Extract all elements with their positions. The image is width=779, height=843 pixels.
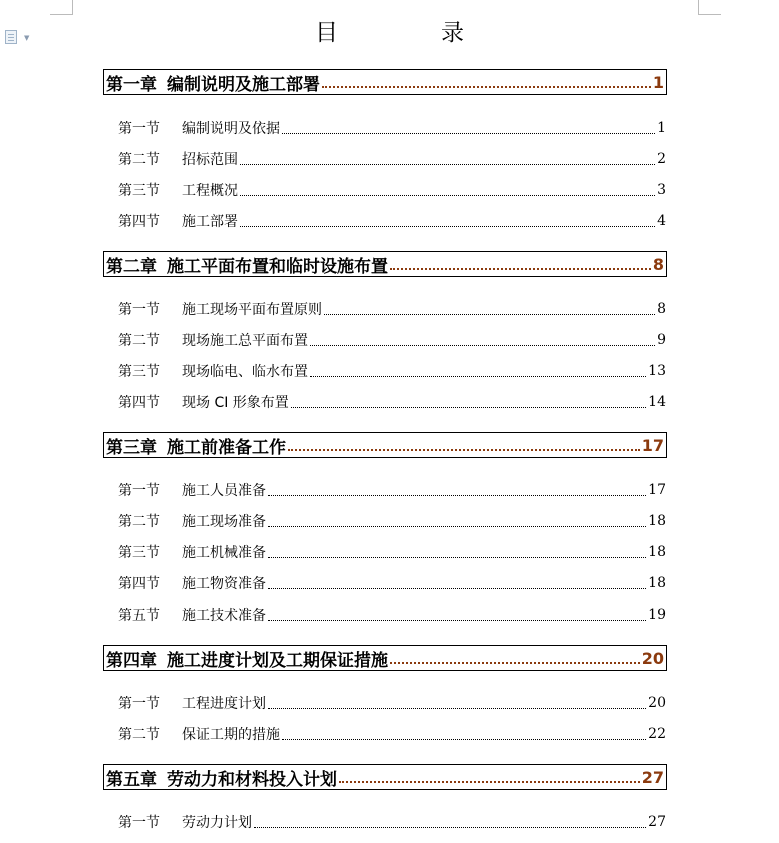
dot-leader bbox=[288, 449, 640, 451]
section-page: 22 bbox=[648, 726, 666, 742]
chapter-title: 施工平面布置和临时设施布置 bbox=[167, 256, 388, 277]
section-page: 18 bbox=[648, 575, 666, 591]
section-page: 18 bbox=[648, 513, 666, 529]
section-page: 13 bbox=[648, 363, 666, 379]
crop-mark-top-left bbox=[50, 0, 73, 15]
chapter-title: 编制说明及施工部署 bbox=[167, 74, 320, 95]
section-title: 现场临电、临水布置 bbox=[182, 364, 308, 380]
chapter-number: 第二章 bbox=[106, 256, 157, 277]
chapter-page: 8 bbox=[652, 254, 664, 274]
section-number: 第一节 bbox=[118, 302, 160, 318]
section-title: 工程概况 bbox=[182, 183, 238, 199]
chapter-number: 第四章 bbox=[106, 650, 157, 671]
section-number: 第一节 bbox=[118, 696, 160, 712]
dot-leader bbox=[310, 376, 646, 377]
section-number: 第二节 bbox=[118, 333, 160, 349]
section-number: 第三节 bbox=[118, 183, 160, 199]
section-page: 19 bbox=[648, 607, 666, 623]
section-number: 第四节 bbox=[118, 214, 160, 230]
dot-leader bbox=[268, 557, 646, 558]
section-title: 招标范围 bbox=[182, 152, 238, 168]
section-title: 施工现场平面布置原则 bbox=[182, 302, 322, 318]
toc-chapter[interactable] bbox=[103, 69, 667, 95]
section-title: 工程进度计划 bbox=[182, 696, 266, 712]
toc-chapter[interactable] bbox=[103, 432, 667, 458]
crop-mark-top-right bbox=[698, 0, 721, 15]
toc-section[interactable] bbox=[118, 542, 666, 562]
section-number: 第一节 bbox=[118, 483, 160, 499]
toc-chapter[interactable] bbox=[103, 645, 667, 671]
chapter-page: 27 bbox=[641, 767, 664, 787]
toc-section[interactable] bbox=[118, 330, 666, 350]
dot-leader bbox=[291, 407, 646, 408]
chapter-title: 施工前准备工作 bbox=[167, 437, 286, 458]
section-number: 第一节 bbox=[118, 815, 160, 831]
dot-leader bbox=[268, 526, 646, 527]
section-page: 14 bbox=[648, 394, 666, 410]
section-number: 第四节 bbox=[118, 576, 160, 592]
chapter-page: 20 bbox=[641, 648, 664, 668]
section-page: 18 bbox=[648, 544, 666, 560]
section-page: 3 bbox=[657, 182, 666, 198]
section-title: 现场施工总平面布置 bbox=[182, 333, 308, 349]
section-number: 第二节 bbox=[118, 514, 160, 530]
section-number: 第四节 bbox=[118, 395, 160, 411]
dot-leader bbox=[322, 86, 651, 88]
section-page: 9 bbox=[657, 332, 666, 348]
toc-section[interactable] bbox=[118, 118, 666, 138]
dot-leader bbox=[240, 195, 655, 196]
section-page: 17 bbox=[648, 482, 666, 498]
dot-leader bbox=[268, 495, 646, 496]
toc-section[interactable] bbox=[118, 211, 666, 231]
chapter-title: 劳动力和材料投入计划 bbox=[167, 769, 337, 790]
chapter-page: 1 bbox=[652, 72, 664, 92]
toc-section[interactable] bbox=[118, 724, 666, 744]
dot-leader bbox=[282, 739, 646, 740]
toc-section[interactable] bbox=[118, 149, 666, 169]
toc-section[interactable] bbox=[118, 511, 666, 531]
dot-leader bbox=[268, 708, 646, 709]
dot-leader bbox=[390, 268, 651, 270]
section-title: 施工技术准备 bbox=[182, 608, 266, 624]
dot-leader bbox=[254, 827, 646, 828]
section-title: 施工现场准备 bbox=[182, 514, 266, 530]
section-number: 第二节 bbox=[118, 152, 160, 168]
chapter-number: 第五章 bbox=[106, 769, 157, 790]
dot-leader bbox=[310, 345, 655, 346]
toc-section[interactable] bbox=[118, 480, 666, 500]
section-title: 施工人员准备 bbox=[182, 483, 266, 499]
toc-section[interactable] bbox=[118, 573, 666, 593]
chevron-down-icon[interactable]: ▼ bbox=[24, 34, 30, 42]
section-title: 施工部署 bbox=[182, 214, 238, 230]
toc-section[interactable] bbox=[118, 180, 666, 200]
section-page: 27 bbox=[648, 814, 666, 830]
chapter-page: 17 bbox=[641, 435, 664, 455]
dot-leader bbox=[324, 314, 655, 315]
dot-leader bbox=[390, 662, 640, 664]
section-title: 保证工期的措施 bbox=[182, 727, 280, 743]
toc-section[interactable] bbox=[118, 361, 666, 381]
dot-leader bbox=[268, 588, 646, 589]
toc-section[interactable] bbox=[118, 605, 666, 625]
dot-leader bbox=[282, 133, 655, 134]
toc-chapter[interactable] bbox=[103, 764, 667, 790]
section-title: 施工物资准备 bbox=[182, 576, 266, 592]
section-number: 第三节 bbox=[118, 364, 160, 380]
section-page: 8 bbox=[657, 301, 666, 317]
toc-section[interactable] bbox=[118, 392, 666, 412]
section-page: 1 bbox=[657, 120, 666, 136]
section-page: 2 bbox=[657, 151, 666, 167]
dot-leader bbox=[240, 164, 655, 165]
dot-leader bbox=[339, 781, 640, 783]
chapter-number: 第三章 bbox=[106, 437, 157, 458]
chapter-number: 第一章 bbox=[106, 74, 157, 95]
section-page: 4 bbox=[657, 213, 666, 229]
dot-leader bbox=[240, 226, 655, 227]
dot-leader bbox=[268, 620, 646, 621]
toc-section[interactable] bbox=[118, 693, 666, 713]
section-number: 第一节 bbox=[118, 121, 160, 137]
section-page: 20 bbox=[648, 695, 666, 711]
section-number: 第三节 bbox=[118, 545, 160, 561]
section-title: 编制说明及依据 bbox=[182, 121, 280, 137]
toc-chapter[interactable] bbox=[103, 251, 667, 277]
section-title: 施工机械准备 bbox=[182, 545, 266, 561]
toc-section[interactable] bbox=[118, 299, 666, 319]
chapter-title: 施工进度计划及工期保证措施 bbox=[167, 650, 388, 671]
section-number: 第五节 bbox=[118, 608, 160, 624]
section-number: 第二节 bbox=[118, 727, 160, 743]
section-title: 现场 CI 形象布置 bbox=[182, 395, 289, 411]
section-title: 劳动力计划 bbox=[182, 815, 252, 831]
page-title: 目 录 bbox=[315, 20, 504, 46]
toc-section[interactable] bbox=[118, 812, 666, 832]
